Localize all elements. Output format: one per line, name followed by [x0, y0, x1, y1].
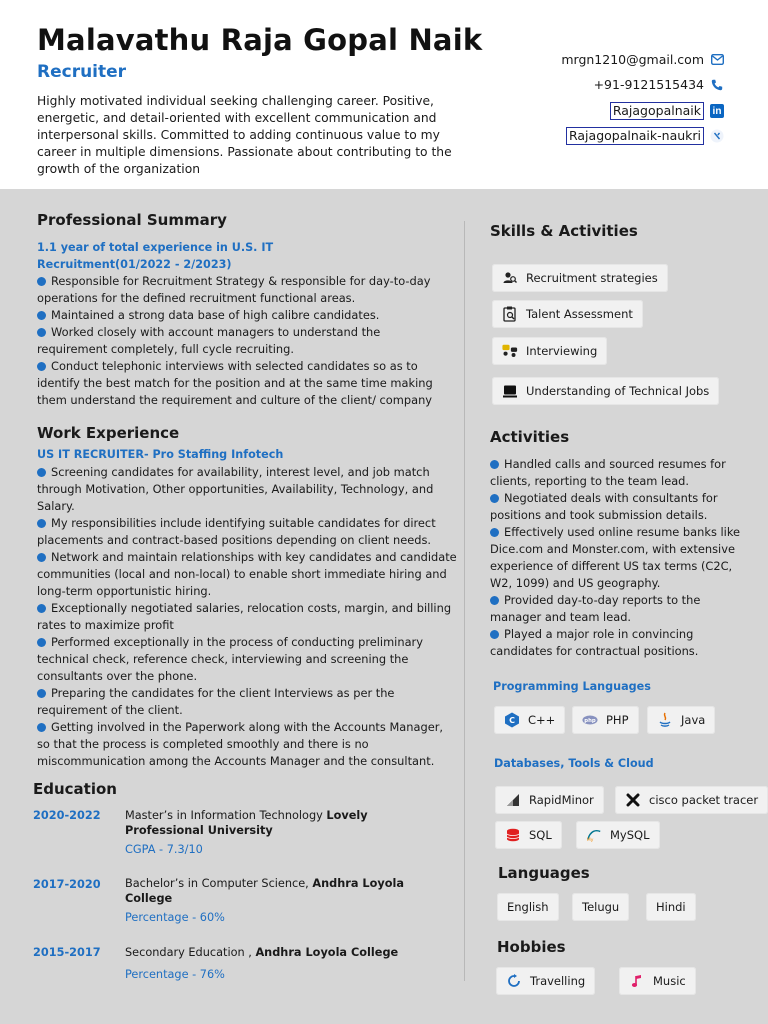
- education-degree: Master’s in Information Technology Lovely Professional University: [125, 809, 368, 837]
- recruitment-icon: [502, 270, 518, 286]
- bullet-icon: [490, 630, 499, 639]
- travel-icon: [506, 973, 522, 989]
- bullet-icon: [37, 553, 46, 562]
- list-item: Preparing the candidates for the client Interviews as per the requirement of the client.: [37, 686, 395, 717]
- bullet-icon: [37, 311, 46, 320]
- language-chip: Telugu: [572, 893, 629, 921]
- rapidminer-icon: [505, 792, 521, 808]
- tool-chip: cisco packet tracer: [615, 786, 768, 814]
- list-item: Exceptionally negotiated salaries, relocation costs, margin, and billing rates to maximize profit: [37, 601, 452, 632]
- bullet-icon: [37, 277, 46, 286]
- language-chip: Hindi: [646, 893, 696, 921]
- clipboard-search-icon: [502, 306, 518, 322]
- summary-list: [37, 273, 437, 409]
- phone-icon: [710, 78, 724, 92]
- php-icon: [582, 712, 598, 728]
- programming-chip: Java: [647, 706, 715, 734]
- work-list: [37, 464, 457, 770]
- education-years: 2015-2017: [33, 946, 101, 959]
- education-years: 2017-2020: [33, 878, 101, 891]
- bullet-icon: [37, 723, 46, 732]
- bullet-icon: [490, 494, 499, 503]
- list-item: Maintained a strong data base of high calibre candidates.: [37, 307, 437, 324]
- bullet-icon: [37, 689, 46, 698]
- education-score: Percentage - 76%: [125, 968, 225, 981]
- bullet-icon: [37, 362, 46, 371]
- section-title-summary: Professional Summary: [37, 211, 227, 229]
- mysql-icon: [586, 827, 602, 843]
- hobby-chip: Travelling: [496, 967, 595, 995]
- list-item: Handled calls and sourced resumes for clients, reporting to the team lead.: [490, 457, 726, 488]
- section-title-work: Work Experience: [37, 424, 180, 442]
- list-item: Conduct telephonic interviews with selected candidates so as to identify the best match for the position and at the same time making them understand the requirement and culture of the client/ company: [37, 359, 433, 407]
- list-item: Responsible for Recruitment Strategy & responsible for day-to-day operations for the defined recruitment functional areas.: [37, 274, 431, 305]
- programming-chip: C C++: [494, 706, 565, 734]
- resume-header: [0, 0, 768, 189]
- tool-chip: RapidMinor: [495, 786, 604, 814]
- list-item: Getting involved in the Paperwork along with the Accounts Manager, so that the process is completed smoothly and there is no miscommunication among the Accounts Manager and the consultant.: [37, 720, 444, 768]
- database-icon: [505, 827, 521, 843]
- svg-text:C: C: [509, 716, 515, 725]
- education-score: CGPA - 7.3/10: [125, 843, 203, 856]
- bullet-icon: [37, 468, 46, 477]
- work-subtitle: US IT RECRUITER- Pro Staffing Infotech: [37, 448, 284, 461]
- education-degree: Secondary Education , Andhra Loyola College: [125, 946, 399, 959]
- bullet-icon: [37, 328, 46, 337]
- about-summary: Highly motivated individual seeking challenging career. Positive, energetic, and detail-oriented with excellent communication and interpersonal skills. Committed to adding continuous value to my career in multiple dimensions. Passionate about contributing to the growth of the organization: [37, 94, 452, 176]
- music-note-icon: [629, 973, 645, 989]
- list-item: Effectively used online resume banks like Dice.com and Monster.com, with extensive experience of different US tax terms (C2C, W2, 1099) and US geography.: [490, 525, 741, 590]
- section-title-skills: Skills & Activities: [490, 222, 638, 240]
- bullet-icon: [490, 596, 499, 605]
- list-item: My responsibilities include identifying suitable candidates for direct placements and contract-based positions depending on client needs.: [37, 516, 436, 547]
- candidate-name: Malavathu Raja Gopal Naik: [37, 23, 483, 57]
- list-item: Network and maintain relationships with key candidates and candidate communities (local and non-local) to enable short immediate hiring and long-term opportunistic hiring.: [37, 550, 457, 598]
- tool-chip: My MySQL: [576, 821, 660, 849]
- list-item: Played a major role in convincing candidates for contractual positions.: [490, 627, 699, 658]
- linkedin-icon: in: [710, 104, 724, 118]
- skill-chip: Talent Assessment: [492, 300, 643, 328]
- tool-chip: SQL: [495, 821, 562, 849]
- section-title-education: Education: [33, 780, 117, 798]
- language-chip: English: [497, 893, 559, 921]
- education-score: Percentage - 60%: [125, 911, 225, 924]
- bullet-icon: [37, 519, 46, 528]
- resume-body: [0, 189, 768, 1024]
- activities-list: [490, 456, 745, 660]
- column-divider: [464, 221, 465, 981]
- cpp-icon: [504, 712, 520, 728]
- contact-linkedin[interactable]: [610, 102, 724, 120]
- bullet-icon: [490, 460, 499, 469]
- list-item: Worked closely with account managers to understand the requirement completely, full cycle recruiting.: [37, 325, 381, 356]
- contact-naukri[interactable]: [566, 127, 724, 145]
- bullet-icon: [37, 638, 46, 647]
- contact-phone[interactable]: [594, 77, 724, 92]
- naukri-icon: [710, 129, 724, 143]
- contact-email[interactable]: [561, 52, 724, 67]
- email-address[interactable]: mrgn1210@gmail.com: [561, 52, 704, 67]
- java-icon: [657, 712, 673, 728]
- hobby-chip: Music: [619, 967, 696, 995]
- section-title-tools: Databases, Tools & Cloud: [494, 757, 654, 770]
- skill-chip: Understanding of Technical Jobs: [492, 377, 719, 405]
- list-item: Provided day-to-day reports to the manager and team lead.: [490, 593, 701, 624]
- svg-text:php: php: [584, 718, 596, 725]
- packet-tracer-icon: [625, 792, 641, 808]
- svg-text:My: My: [586, 837, 594, 842]
- skill-chip: Interviewing: [492, 337, 607, 365]
- education-degree: Bachelor’s in Computer Science, Andhra Loyola College: [125, 877, 404, 905]
- linkedin-link[interactable]: Rajagopalnaik: [610, 102, 704, 120]
- skill-chip: Recruitment strategies: [492, 264, 668, 292]
- section-title-activities: Activities: [490, 428, 570, 446]
- bullet-icon: [37, 604, 46, 613]
- section-title-hobbies: Hobbies: [497, 938, 566, 956]
- naukri-link[interactable]: Rajagopalnaik-naukri: [566, 127, 704, 145]
- phone-number[interactable]: +91-9121515434: [593, 77, 704, 92]
- list-item: Negotiated deals with consultants for positions and took submission details.: [490, 491, 718, 522]
- section-title-languages: Languages: [498, 864, 590, 882]
- section-title-programming: Programming Languages: [493, 680, 651, 693]
- bullet-icon: [490, 528, 499, 537]
- job-title: Recruiter: [37, 62, 127, 82]
- education-years: 2020-2022: [33, 809, 101, 822]
- programming-chip: php PHP: [572, 706, 639, 734]
- laptop-icon: [502, 383, 518, 399]
- summary-subtitle: 1.1 year of total experience in U.S. IT Recruitment(01/2022 - 2/2023): [37, 241, 274, 271]
- interview-icon: [502, 343, 518, 359]
- mail-icon: [710, 53, 724, 67]
- list-item: Performed exceptionally in the process of conducting preliminary technical check, reference check, interviewing and screening the consultants over the phone.: [37, 635, 423, 683]
- list-item: Screening candidates for availability, interest level, and job match through Motivation, Other opportunities, Availability, Technology, and Salary.: [37, 465, 434, 513]
